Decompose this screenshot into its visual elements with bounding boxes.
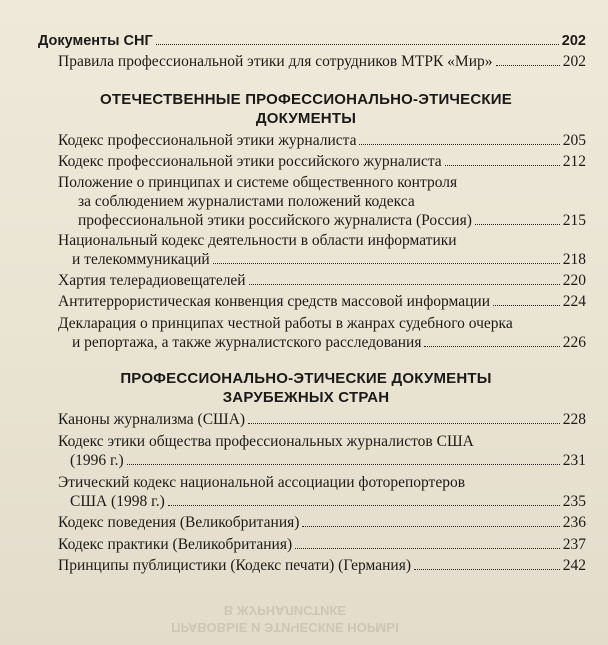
page-number: 220	[562, 272, 586, 289]
entry-title-line: Декларация о принципах честной работы в жанрах судебного очерка	[58, 315, 513, 332]
leader-dots	[414, 569, 560, 570]
entry-title-line: профессиональной этики российского журналиста (Россия)	[78, 212, 472, 229]
entry-title-line: и репортажа, а также журналистского расследования	[72, 334, 422, 351]
page-number: 215	[562, 212, 586, 229]
page-number: 237	[562, 536, 586, 553]
page-number: 231	[562, 452, 586, 469]
page-number: 212	[562, 153, 586, 170]
entry-title: Документы СНГ	[38, 33, 153, 49]
page-number: 226	[562, 334, 586, 351]
entry-title-line: Национальный кодекс деятельности в области информатики	[58, 232, 457, 249]
entry-title: Антитеррористическая конвенция средств массовой информации	[58, 293, 490, 310]
toc-entry[interactable]	[58, 513, 586, 532]
toc-entry[interactable]	[58, 292, 586, 311]
entry-title-line: (1996 г.)	[70, 452, 124, 469]
page-number: 228	[562, 411, 586, 428]
toc-entry[interactable]	[58, 432, 586, 470]
leader-dots	[213, 263, 560, 264]
page-number: 242	[562, 557, 586, 574]
entry-title: Кодекс практики (Великобритания)	[58, 536, 293, 553]
page-number: 235	[562, 493, 586, 510]
page-number: 236	[562, 514, 586, 531]
toc-entry[interactable]	[58, 152, 586, 171]
entry-title-line: Этический кодекс национальной ассоциации фоторепортеров	[58, 474, 466, 491]
leader-dots	[475, 224, 560, 225]
toc-entry[interactable]	[58, 314, 586, 352]
leader-dots	[445, 165, 560, 166]
page-number: 224	[562, 293, 586, 310]
toc-entry[interactable]	[58, 131, 586, 150]
toc-entry[interactable]	[58, 271, 586, 290]
page-number: 202	[562, 53, 586, 70]
toc-entry[interactable]	[58, 52, 586, 71]
leader-dots	[168, 505, 560, 506]
leader-dots	[156, 44, 559, 45]
entry-title-line: за соблюдением журналистами положений кодекса	[78, 193, 415, 210]
entry-title: Каноны журнализма (США)	[58, 411, 246, 428]
entry-title: Кодекс профессиональной этики российского журналиста	[58, 153, 442, 170]
entry-title: Принципы публицистики (Кодекс печати) (Германия)	[58, 557, 411, 574]
entry-title-line: Положение о принципах и системе общественного контроля	[58, 174, 458, 191]
toc-entry[interactable]	[58, 410, 586, 429]
leader-dots	[424, 346, 559, 347]
toc-entry[interactable]	[58, 535, 586, 554]
entry-title-line: США (1998 г.)	[70, 493, 165, 510]
leader-dots	[493, 305, 560, 306]
toc-entry-cis-documents[interactable]	[38, 32, 586, 51]
leader-dots	[249, 284, 560, 285]
section-heading-domestic: ОТЕЧЕСТВЕННЫЕ ПРОФЕССИОНАЛЬНО-ЭТИЧЕСКИЕ ДОКУМЕНТЫ	[100, 91, 512, 127]
section-heading-foreign: ПРОФЕССИОНАЛЬНО-ЭТИЧЕСКИЕ ДОКУМЕНТЫ ЗАРУБЕЖНЫХ СТРАН	[120, 370, 492, 406]
toc-entry[interactable]	[58, 231, 586, 269]
entry-title-line: Кодекс этики общества профессиональных журналистов США	[58, 433, 474, 450]
entry-title: Хартия телерадиовещателей	[58, 272, 246, 289]
leader-dots	[302, 526, 559, 527]
leader-dots	[295, 548, 560, 549]
leader-dots	[248, 423, 560, 424]
page-number: 202	[561, 33, 586, 49]
toc-entry[interactable]	[58, 173, 586, 230]
entry-title: Кодекс поведения (Великобритания)	[58, 514, 300, 531]
entry-title: Кодекс профессиональной этики журналиста	[58, 132, 357, 149]
entry-title-line: и телекоммуникаций	[72, 251, 210, 268]
page-number: 205	[562, 132, 586, 149]
entry-title: Правила профессиональной этики для сотрудников МТРК «Мир»	[58, 53, 493, 70]
leader-dots	[359, 144, 559, 145]
leader-dots	[127, 464, 560, 465]
bleed-through-text: ПРАВОВЫЕ И ЭТИЧЕСКИЕ НОРМЫ В ЖУРНАЛИСТИКЕ	[171, 603, 399, 635]
toc-entry[interactable]	[58, 556, 586, 575]
leader-dots	[496, 65, 560, 66]
toc-entry[interactable]	[58, 473, 586, 511]
page-number: 218	[562, 251, 586, 268]
